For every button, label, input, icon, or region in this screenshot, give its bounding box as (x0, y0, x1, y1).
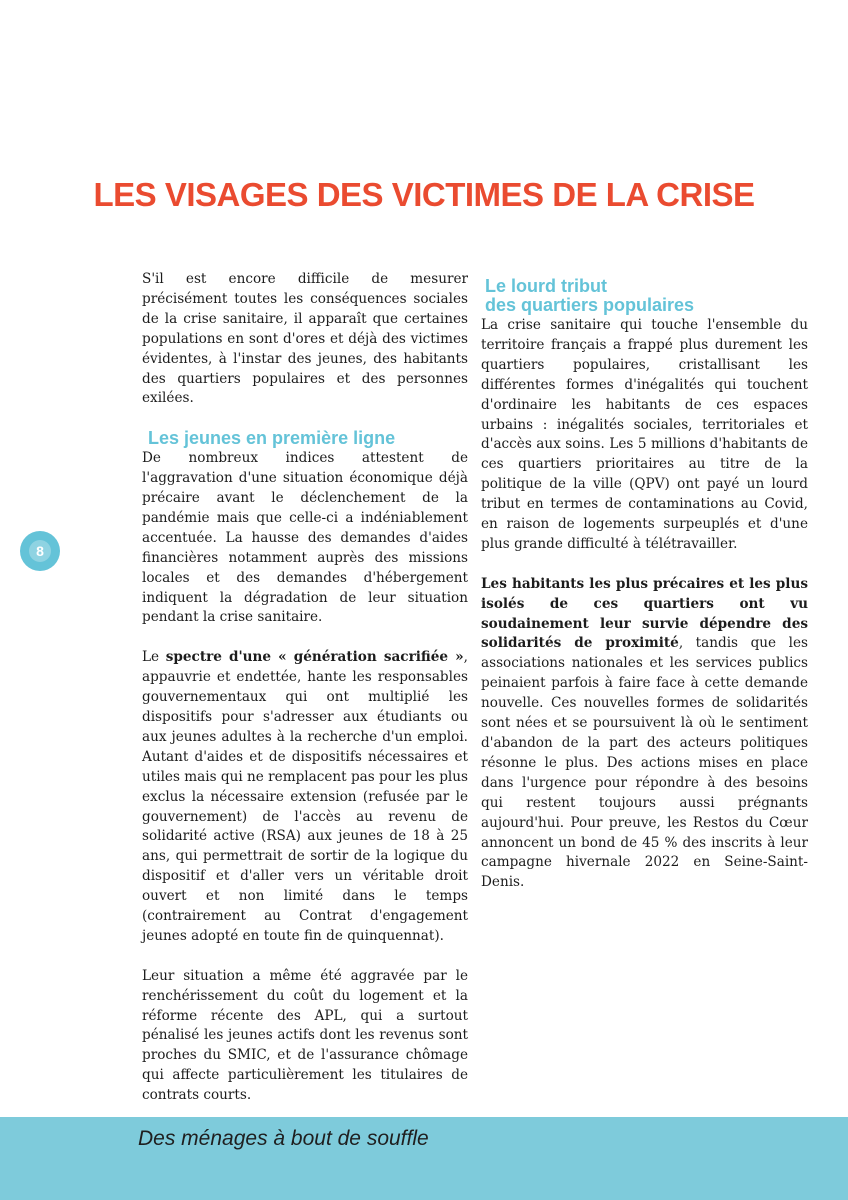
section-heading-quartiers (481, 277, 808, 315)
jeunes-paragraph-2 (142, 648, 468, 947)
footer-band (0, 1117, 848, 1200)
heading-line-2: des quartiers populaires (485, 295, 695, 315)
heading-line-1: Le lourd tribut (485, 276, 607, 296)
emphasis-solidarites: Les habitants les plus précaires et les plus isolés de ces quartiers ont vu soudainement leur survie dépendre des solidarités de proximité (481, 575, 808, 652)
intro-paragraph: S'il est encore difficile de mesurer précisément toutes les conséquences sociales de la crise sanitaire, il apparaît que certaines populations en sont d'ores et déjà des victimes évidentes, à l'instar des jeunes, des habitants des quartiers populaires et des personnes exilées. (142, 271, 468, 407)
paragraph-rest: , appauvrie et endettée, hante les responsables gouvernementaux qui ont multiplié les dispositifs pour s'adresser aux étudiants ou aux jeunes adultes à la recherche d'un emploi. Autant d'aides et de dispositifs nécessaires et utiles mais qui ne remplacent pas pour les plus exclus la nécessaire extension (refusée par le gouvernement) de l'accès au revenu de solidarité active (RSA) aux jeunes de 18 à 25 ans, qui permettrait de sortir de la logique du dispositif et d'aller vers un véritable droit ouvert et non limité dans le temps (contrairement au Contrat d'engagement jeunes adopté en toute fin de quinquennat). (142, 649, 468, 944)
section-heading-jeunes: Les jeunes en première ligne (148, 428, 396, 449)
paragraph-lead: Le (142, 649, 166, 666)
quartiers-paragraph-2 (481, 575, 808, 894)
quartiers-paragraph-1: La crise sanitaire qui touche l'ensemble du territoire français a frappé plus durement les quartiers populaires, cristallisant les différentes formes d'inégalités qui touchent d'ordinaire les habitants de ces espaces urbains : inégalités sociales, territoriales et d'accès aux soins. Les 5 millions d'habitants de ces quartiers prioritaires au titre de la politique de la ville (QPV) ont payé un lourd tribut en termes de contaminations au Covid, en raison de logements surpeuplés et d'une plus grande difficulté à télétravailler. (481, 317, 808, 552)
paragraph-rest: , tandis que les associations nationales et les services publics peinaient parfois à faire face à cette demande nouvelle. Ces nouvelles formes de solidarités sont nées et se poursuivent là où le sentiment d'abandon de la part des acteurs politiques résonne le plus. Des actions mises en place dans l'urgence pour répondre à des besoins qui restent toujours aussi prégnants aujourd'hui. Pour preuve, les Restos du Cœur annoncent un bond de 45 % des inscrits à leur campagne hivernale 2022 en Seine-Saint-Denis. (481, 635, 808, 891)
emphasis-generation-sacrifiee: spectre d'une « génération sacrifiée » (165, 649, 464, 666)
right-column (481, 277, 808, 913)
jeunes-paragraph-1: De nombreux indices attestent de l'aggravation d'une situation économique déjà précaire avant le déclenchement de la pandémie mais que celle-ci a indéniablement accentuée. La hausse des demandes d'aides financières notamment auprès des missions locales et des demandes d'hébergement indiquent la dégradation de leur situation pendant la crise sanitaire. (142, 450, 468, 626)
jeunes-paragraph-3: Leur situation a même été aggravée par le renchérissement du coût du logement et la réforme récente des APL, qui a surtout pénalisé les jeunes actifs dont les revenus sont proches du SMIC, et de l'assurance chômage qui affecte particulièrement les titulaires de contrats courts. (142, 967, 468, 1104)
left-column (142, 270, 468, 1126)
page-number-badge (20, 531, 60, 571)
page-title: LES VISAGES DES VICTIMES DE LA CRISE (93, 176, 755, 213)
footer-title: Des ménages à bout de souffle (138, 1127, 429, 1150)
page-number: 8 (36, 543, 44, 559)
